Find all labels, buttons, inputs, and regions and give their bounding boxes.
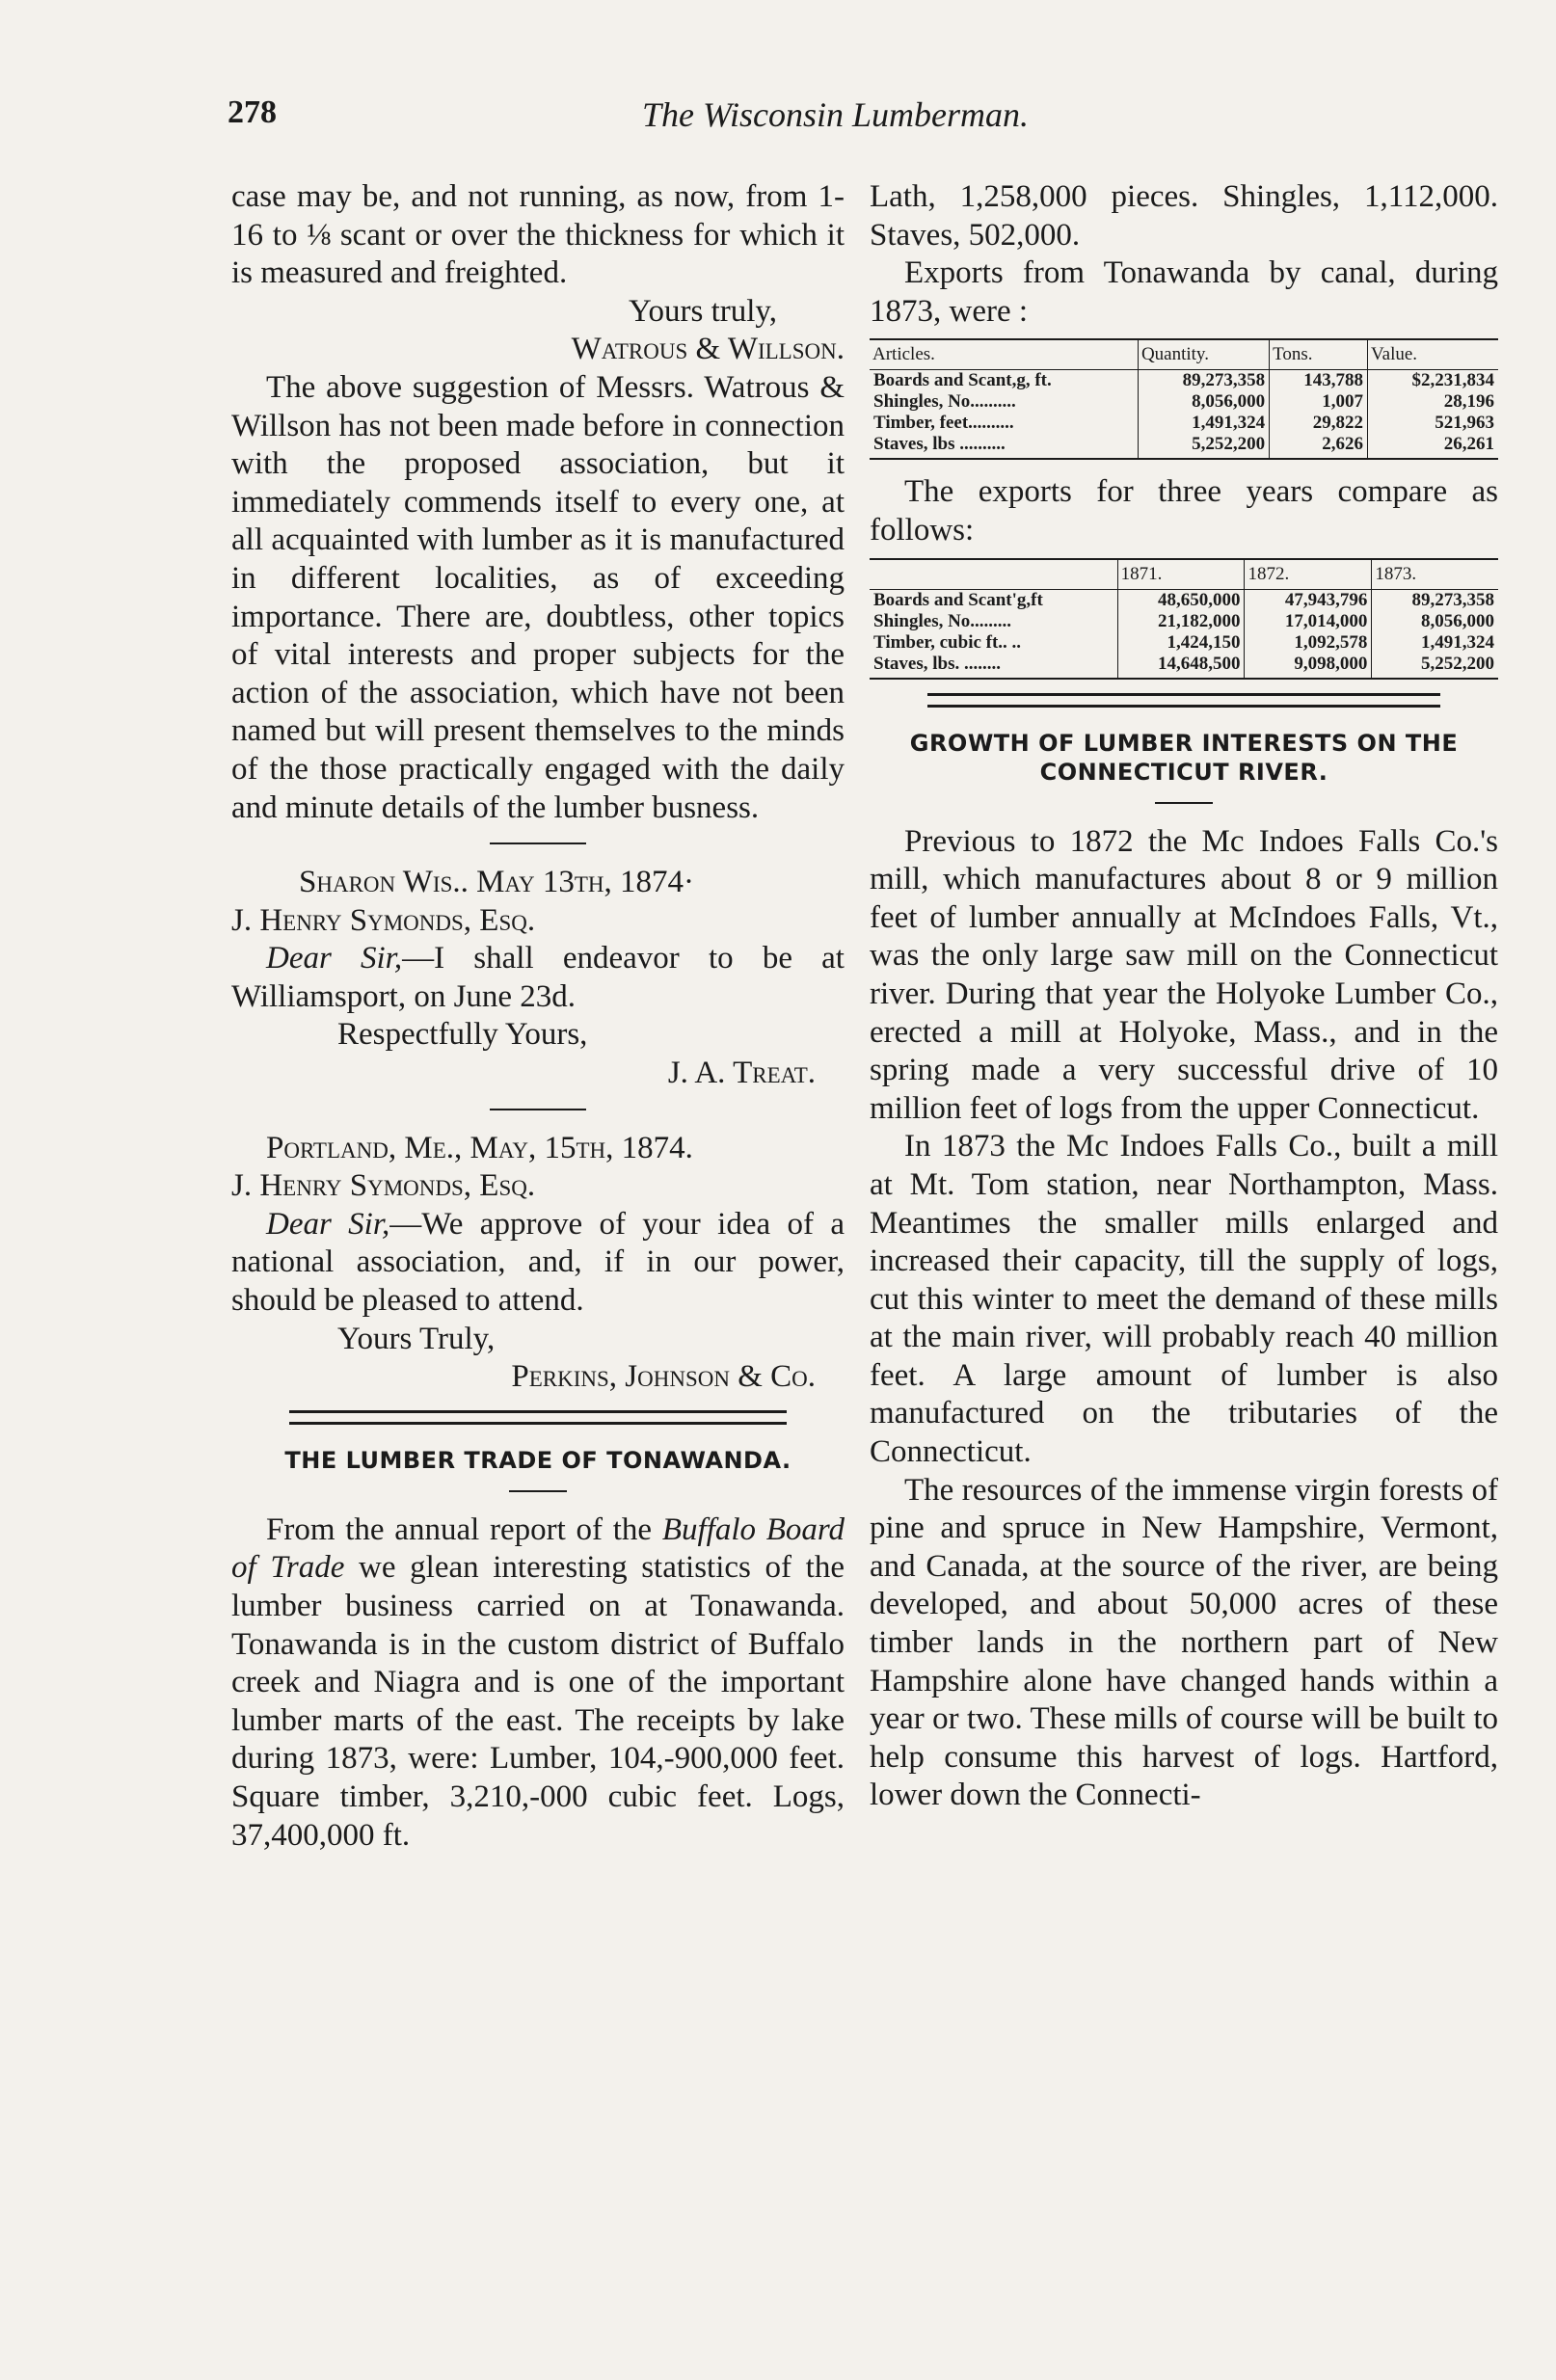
- paragraph: Lath, 1,258,000 pieces. Shingles, 1,112,000. Staves, 502,000.: [870, 179, 1498, 253]
- double-divider: [289, 1410, 787, 1425]
- left-column: [231, 178, 845, 1855]
- table-row: [870, 434, 1498, 459]
- table-cell: Timber, cubic ft.. ..: [873, 631, 1022, 653]
- paragraph: The above suggestion of Messrs. Watrous & Willson has not been made before in connection with the proposed association, but it immediately commends itself to every one, at all acquainted with lumber as it is manufactured in different localities, as of exceeding importance. There are, doubtless, other topics of vital interests and proper subjects for the action of the association, which have not been named but will present themselves to the minds of the those practically engaged with the daily and minute details of the lumber busness.: [231, 369, 845, 825]
- table-cell: 26,261: [1368, 434, 1498, 459]
- table-cell: 1,092,578: [1245, 632, 1372, 654]
- table-cell: 2,626: [1270, 434, 1368, 459]
- table-cell: 1,491,324: [1138, 413, 1269, 434]
- table-cell: $2,231,834: [1368, 370, 1498, 392]
- letter-perkins: [231, 1130, 845, 1397]
- table-row: [870, 654, 1498, 679]
- table-cell: Timber, feet..........: [873, 413, 1014, 434]
- table-cell: 89,273,358: [1138, 370, 1269, 392]
- addressee: J. Henry Symonds, Esq.: [231, 1168, 536, 1204]
- addressee: J. Henry Symonds, Esq.: [231, 902, 536, 938]
- table-header: Value.: [1368, 339, 1498, 370]
- table-cell: Shingles, No.........: [873, 610, 1012, 631]
- section-heading: THE LUMBER TRADE OF TONAWANDA.: [284, 1446, 791, 1474]
- table-cell: 5,252,200: [1372, 654, 1498, 679]
- closing: Yours Truly,: [337, 1321, 496, 1356]
- table-header-row: [870, 559, 1498, 590]
- table-cell: 8,056,000: [1138, 391, 1269, 413]
- table-cell: Shingles, No..........: [873, 391, 1016, 413]
- divider: [490, 842, 586, 844]
- paragraph: The exports for three years compare as follows:: [870, 474, 1498, 548]
- table-cell: 89,273,358: [1372, 589, 1498, 611]
- table-cell: 1,007: [1270, 391, 1368, 413]
- section-heading: GROWTH OF LUMBER INTERESTS ON THE CONNECTICUT RIVER.: [909, 729, 1459, 786]
- closing: Respectfully Yours,: [337, 1017, 588, 1053]
- table-cell: 521,963: [1368, 413, 1498, 434]
- paragraph: Exports from Tonawanda by canal, during 1873, were :: [870, 255, 1498, 329]
- table-row: [870, 391, 1498, 413]
- right-column: [870, 178, 1498, 1815]
- table-header: 1873.: [1372, 559, 1498, 590]
- salutation: Dear Sir,: [266, 1206, 390, 1242]
- divider: [509, 1490, 567, 1492]
- signature: Perkins, Johnson & Co.: [511, 1359, 816, 1395]
- running-title: The Wisconsin Lumberman.: [642, 95, 1030, 134]
- three-year-table: [870, 558, 1498, 680]
- table-cell: 14,648,500: [1117, 654, 1245, 679]
- paragraph: case may be, and not running, as now, from 1-16 to ⅛ scant or over the thickness for which it is measured and freighted.: [231, 179, 845, 291]
- table-cell: 9,098,000: [1245, 654, 1372, 679]
- page-number: 278: [228, 94, 277, 130]
- table-cell: Staves, lbs. ........: [870, 654, 1117, 679]
- table-header: Articles.: [870, 339, 1138, 370]
- table-cell: 47,943,796: [1245, 589, 1372, 611]
- signature: Watrous & Willson.: [571, 332, 845, 367]
- page-header: [228, 94, 1500, 152]
- signature: J. A. Treat.: [667, 1056, 816, 1091]
- table-cell: 21,182,000: [1117, 611, 1245, 632]
- table-cell: 5,252,200: [1138, 434, 1269, 459]
- table-header: 1872.: [1245, 559, 1372, 590]
- paragraph: From the annual report of the Buffalo Board of Trade we glean interesting statistics of the lumber business carried on at Tonawanda. Tonawanda is in the custom district of Buffalo creek and Niagra and is one of the important lumber marts of the east. The receipts by lake during 1873, were: Lumber, 104,-900,000 feet. Square timber, 3,210,-000 cubic feet. Logs, 37,400,000 ft.: [231, 1511, 845, 1853]
- paragraph: Previous to 1872 the Mc Indoes Falls Co.'s mill, which manufactures about 8 or 9 million feet of lumber annually at McIndoes Falls, Vt., was the only large saw mill on the Connecticut river. During that year the Holyoke Lumber Co., erected a mill at Holyoke, Mass., and in the spring made a very successful drive of 10 million feet of logs from the upper Connecticut.: [870, 823, 1498, 1126]
- italic-source: Buffalo Board of Trade: [231, 1511, 845, 1586]
- table-row: [870, 611, 1498, 632]
- table-row: [870, 370, 1498, 392]
- paragraph: In 1873 the Mc Indoes Falls Co., built a mill at Mt. Tom station, near Northampton, Mass. Meantimes the smaller mills enlarged and increased their capacity, till the supply of logs, cut this winter to meet the demand of these mills at the main river, will probably reach 40 million feet. A large amount of lumber is also manufactured on the tributaries of the Connecticut.: [870, 1129, 1498, 1470]
- table-cell: 29,822: [1270, 413, 1368, 434]
- table-cell: 1,491,324: [1372, 632, 1498, 654]
- divider: [1155, 802, 1213, 804]
- salutation: Dear Sir,: [266, 941, 403, 976]
- table-cell: 17,014,000: [1245, 611, 1372, 632]
- table-cell: 1,424,150: [1117, 632, 1245, 654]
- table-header: Tons.: [1270, 339, 1368, 370]
- dateline: Sharon Wis.. May 13th, 1874·: [299, 865, 694, 900]
- table-header-row: [870, 339, 1498, 370]
- letter-treat: [231, 864, 845, 1093]
- table-header: 1871.: [1117, 559, 1245, 590]
- table-cell: Boards and Scant,g, ft.: [873, 370, 1052, 391]
- table-row: [870, 632, 1498, 654]
- letter-body: —I shall endeavor to be at Williamsport, on June 23d.: [231, 941, 845, 1014]
- table-cell: Staves, lbs ..........: [870, 434, 1138, 459]
- dateline: Portland, Me., May, 15th, 1874.: [266, 1130, 693, 1165]
- table-cell: 8,056,000: [1372, 611, 1498, 632]
- table-cell: 28,196: [1368, 391, 1498, 413]
- table-cell: Boards and Scant'g,ft: [873, 589, 1043, 610]
- table-header: Quantity.: [1138, 339, 1269, 370]
- divider: [490, 1109, 586, 1110]
- table-cell: 48,650,000: [1117, 589, 1245, 611]
- table-header: [870, 559, 1117, 590]
- table-row: [870, 413, 1498, 434]
- closing: Yours truly,: [628, 293, 777, 329]
- letter-body: —We approve of your idea of a national association, and, if in our power, should be pleased to attend.: [231, 1206, 845, 1319]
- exports-table: [870, 338, 1498, 460]
- paragraph: The resources of the immense virgin forests of pine and spruce in New Hampshire, Vermont, and Canada, at the source of the river, are being developed, and about 50,000 acres of these timber lands in the northern part of New Hampshire alone have changed hands within a year or two. These mills of course will be built to help consume this harvest of logs. Hartford, lower down the Connecti-: [870, 1472, 1498, 1813]
- double-divider: [927, 693, 1440, 708]
- table-row: [870, 589, 1498, 611]
- table-cell: 143,788: [1270, 370, 1368, 392]
